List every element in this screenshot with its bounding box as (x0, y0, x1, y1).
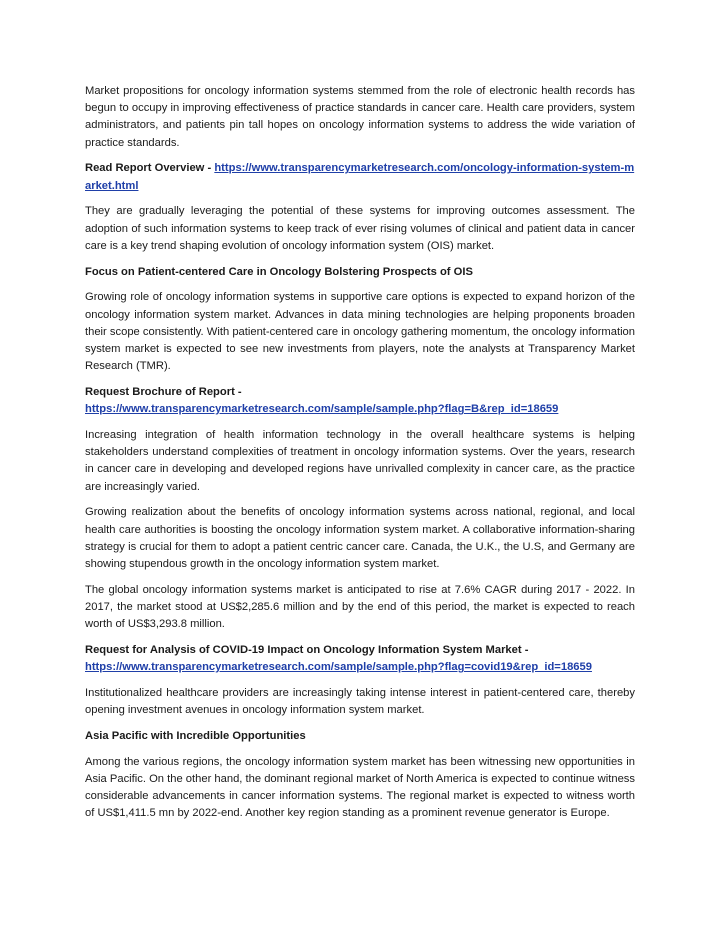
document-page (85, 83, 635, 831)
covid-analysis-label: Request for Analysis of COVID-19 Impact on Oncology Information System Market - (85, 644, 529, 657)
section-heading-patient-care: Focus on Patient-centered Care in Oncology Bolstering Prospects of OIS (85, 265, 473, 278)
integration-paragraph: Increasing integration of health information technology in the overall healthcare systems is helping stakeholders understand complexities of treatment in oncology information systems. Over the years, research in cancer care in developing and developed regions have unrivalled complexity in cancer care, as the practice are increasingly varied. (85, 429, 635, 493)
report-overview-label: Read Report Overview - (85, 162, 215, 175)
supportive-care-paragraph: Growing role of oncology information systems in supportive care options is expected to expand horizon of the oncology information system market. Advances in data mining technologies are helping proponents broaden their scope consistently. With patient-centered care in oncology gathering momentum, the oncology information system market is expected to see new investments from players, note the analysts at Transparency Market Research (TMR). (85, 291, 635, 373)
brochure-request-label: Request Brochure of Report - (85, 386, 242, 399)
section-heading-asia-pacific: Asia Pacific with Incredible Opportunities (85, 730, 306, 743)
brochure-request-link[interactable]: https://www.transparencymarketresearch.com/sample/sample.php?flag=B&rep_id=18659 (85, 403, 559, 416)
regions-paragraph: Among the various regions, the oncology information system market has been witnessing new opportunities in Asia Pacific. On the other hand, the dominant regional market of North America is expected to continue witness considerable advancements in cancer information systems. The regional market is expected to witness worth of US$1,411.5 mn by 2022-end. Another key region standing as a prominent revenue generator is Europe. (85, 755, 635, 820)
adoption-paragraph: They are gradually leveraging the potential of these systems for improving outcomes assessment. The adoption of such information systems to keep track of ever rising volumes of clinical and patient data in cancer care is a key trend shaping evolution of oncology information system (OIS) market. (85, 205, 635, 252)
covid-analysis-link[interactable]: https://www.transparencymarketresearch.com/sample/sample.php?flag=covid19&rep_id=18659 (85, 661, 592, 674)
market-size-paragraph: The global oncology information systems market is anticipated to rise at 7.6% CAGR during 2017 - 2022. In 2017, the market stood at US$2,285.6 million and by the end of this period, the market is expected to reach worth of US$3,293.8 million. (85, 583, 635, 631)
report-overview-line (85, 160, 635, 194)
covid-analysis-line (85, 642, 635, 676)
report-overview-link[interactable]: https://www.transparencymarketresearch.com/oncology-information-system-market.html (85, 162, 635, 192)
brochure-request-line (85, 384, 635, 418)
institutional-paragraph: Institutionalized healthcare providers are increasingly taking intense interest in patient-centered care, thereby opening investment avenues in oncology information system market. (85, 687, 635, 717)
intro-paragraph: Market propositions for oncology information systems stemmed from the role of electronic health records has begun to occupy in improving effectiveness of practice standards in cancer care. Health care providers, system administrators, and patients pin tall hopes on oncology information systems to address the wide variation of practice standards. (85, 85, 635, 149)
realization-paragraph: Growing realization about the benefits of oncology information systems across national, regional, and local health care authorities is boosting the oncology information system market. A collaborative information-sharing strategy is crucial for them to adopt a patient centric cancer care. Canada, the U.K., the U.S, and Germany are showing stupendous growth in the oncology information system market. (85, 506, 635, 571)
